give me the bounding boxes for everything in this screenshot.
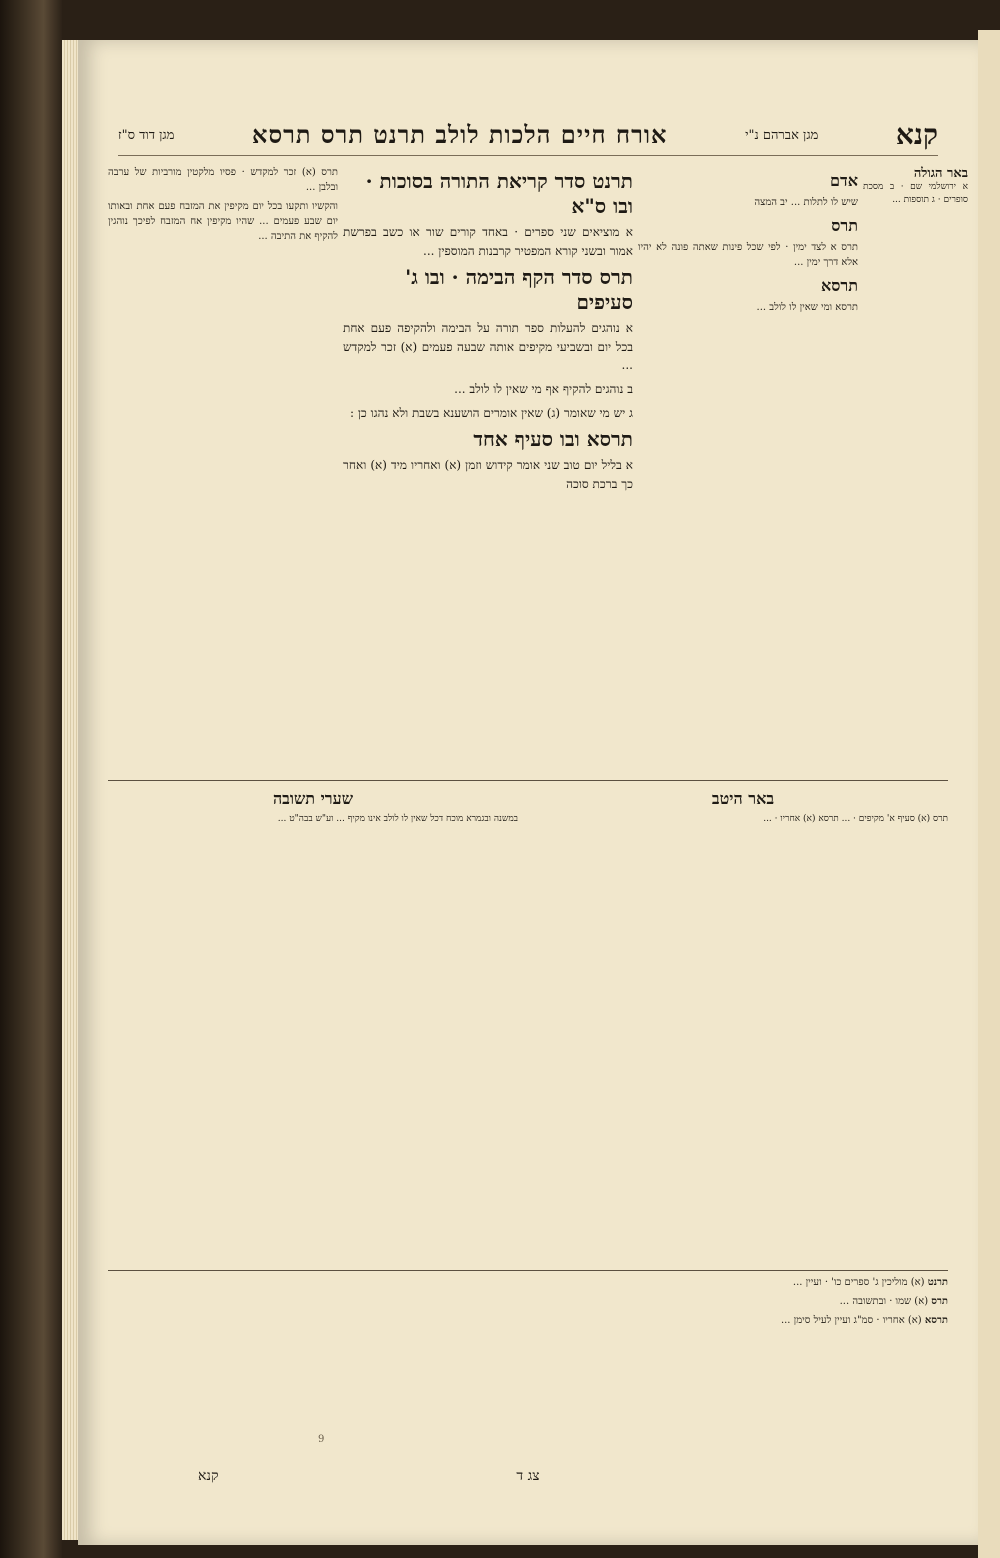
magen-avraham-section: תרס bbox=[831, 216, 858, 235]
signature-mark: צג ד bbox=[516, 1468, 540, 1484]
beer-hagolah-column bbox=[863, 165, 968, 340]
beer-heitev-text: תרס (א) סעיף א' מקיפים · ... תרסא (א) אחריו · ... bbox=[763, 814, 948, 824]
beer-heitev-column bbox=[538, 785, 948, 1265]
section-heading-659: תרנט סדר קריאת התורה בסוכות · ובו ס"א bbox=[365, 169, 633, 218]
lower-divider-rule bbox=[108, 1270, 948, 1271]
magen-avraham-teras: תרס א לצד ימין · לפי שכל פינות שאתה פונה לא יהיו אלא דרך ימין ... bbox=[638, 242, 858, 268]
folio-number: קנא bbox=[895, 118, 938, 151]
magen-avraham-section-2: תרסא bbox=[821, 276, 858, 295]
paragraph-659-a: א מוציאים שני ספרים · באחד קורים שור או כשב בפרשת אמור ובשני קורא המפטיר קרבנות המוספין ... bbox=[343, 225, 633, 258]
paragraph-661-a: א בליל יום טוב שני אומר קידוש וזמן (א) ואחריו מיד (א) ואחר כך ברכת סוכה bbox=[343, 458, 633, 491]
bottom-note-660: תרס (א) שמו · ובתשובה ... bbox=[839, 1296, 948, 1307]
magen-avraham-head: אדם bbox=[830, 171, 858, 190]
taz-opening: תרס (א) זכר למקדש · פסיו מלקטין מורביות של ערבה ובלבן ... bbox=[108, 167, 338, 193]
footer-page-mark: קנא bbox=[198, 1468, 219, 1484]
shaarei-teshuvah-text: במשנה ובגמרא מוכח דכל שאין לו לולב אינו מקיף ... וע"ש בבה"ט ... bbox=[277, 814, 518, 824]
shaarei-teshuvah-column bbox=[108, 785, 518, 1265]
paragraph-660-b: ב נוהגים להקיף אף מי שאין לו לולב ... bbox=[454, 381, 633, 396]
book-page bbox=[78, 40, 978, 1545]
page-header bbox=[118, 115, 938, 156]
section-heading-661: תרסא ובו סעיף אחד bbox=[473, 427, 633, 452]
taz-body: והקשיו ותקעו בכל יום מקיפין את המזבח פעם אחת ובאותו יום שבע פעמים ... שהיו מקיפין אח המזבח לפיכך נוהגין להקיף את התיבה ... bbox=[108, 201, 338, 242]
bottom-note-659: תרנט (א) מוליכין ג' ספרים כו' · ועיין ... bbox=[792, 1277, 948, 1288]
divider-rule bbox=[108, 780, 948, 781]
pencil-mark: 9 bbox=[318, 1434, 325, 1445]
magen-avraham-column bbox=[638, 165, 858, 755]
section-heading-660: תרס סדר הקף הבימה · ובו ג' סעיפים bbox=[405, 265, 633, 315]
bottom-note-661: תרסא (א) אחריו · סמ"ג ועיין לעיל סימן ... bbox=[780, 1315, 948, 1326]
shaarei-teshuvah-title: שערי תשובה bbox=[272, 789, 354, 808]
paragraph-660-a: א נוהגים להעלות ספר תורה על הבימה ולהקיפה פעם אחת בכל יום ובשביעי מקיפים אותה שבעה פעמים (א) זכר למקדש ... bbox=[343, 321, 633, 373]
beer-hagolah-title: באר הגולה bbox=[913, 166, 968, 181]
page-footer bbox=[78, 1468, 978, 1485]
right-column-label: מגן אברהם נ"י bbox=[745, 128, 819, 143]
taz-column bbox=[108, 165, 338, 755]
next-page-edge bbox=[978, 30, 1000, 1558]
book-spine bbox=[0, 0, 62, 1558]
magen-avraham-text: שיש לו לתלות ... יב המצה bbox=[754, 197, 858, 208]
bottom-notes bbox=[108, 1275, 948, 1435]
paragraph-660-g: ג יש מי שאומר (ג) שאין אומרים הושענא בשבת ולא נהגו כן : bbox=[350, 405, 633, 420]
main-text-column bbox=[343, 165, 633, 755]
left-column-label: מגן דוד ס"ז bbox=[118, 128, 175, 143]
beer-hagolah-notes: א ירושלמי שם · ב מסכת סופרים · ג תוספות ... bbox=[863, 182, 968, 206]
beer-heitev-title: באר היטב bbox=[711, 789, 775, 808]
magen-avraham-terasa: תרסא ומי שאין לו לולב ... bbox=[756, 302, 858, 313]
running-title: אורח חיים הלכות לולב תרנט תרס תרסא bbox=[252, 120, 668, 149]
